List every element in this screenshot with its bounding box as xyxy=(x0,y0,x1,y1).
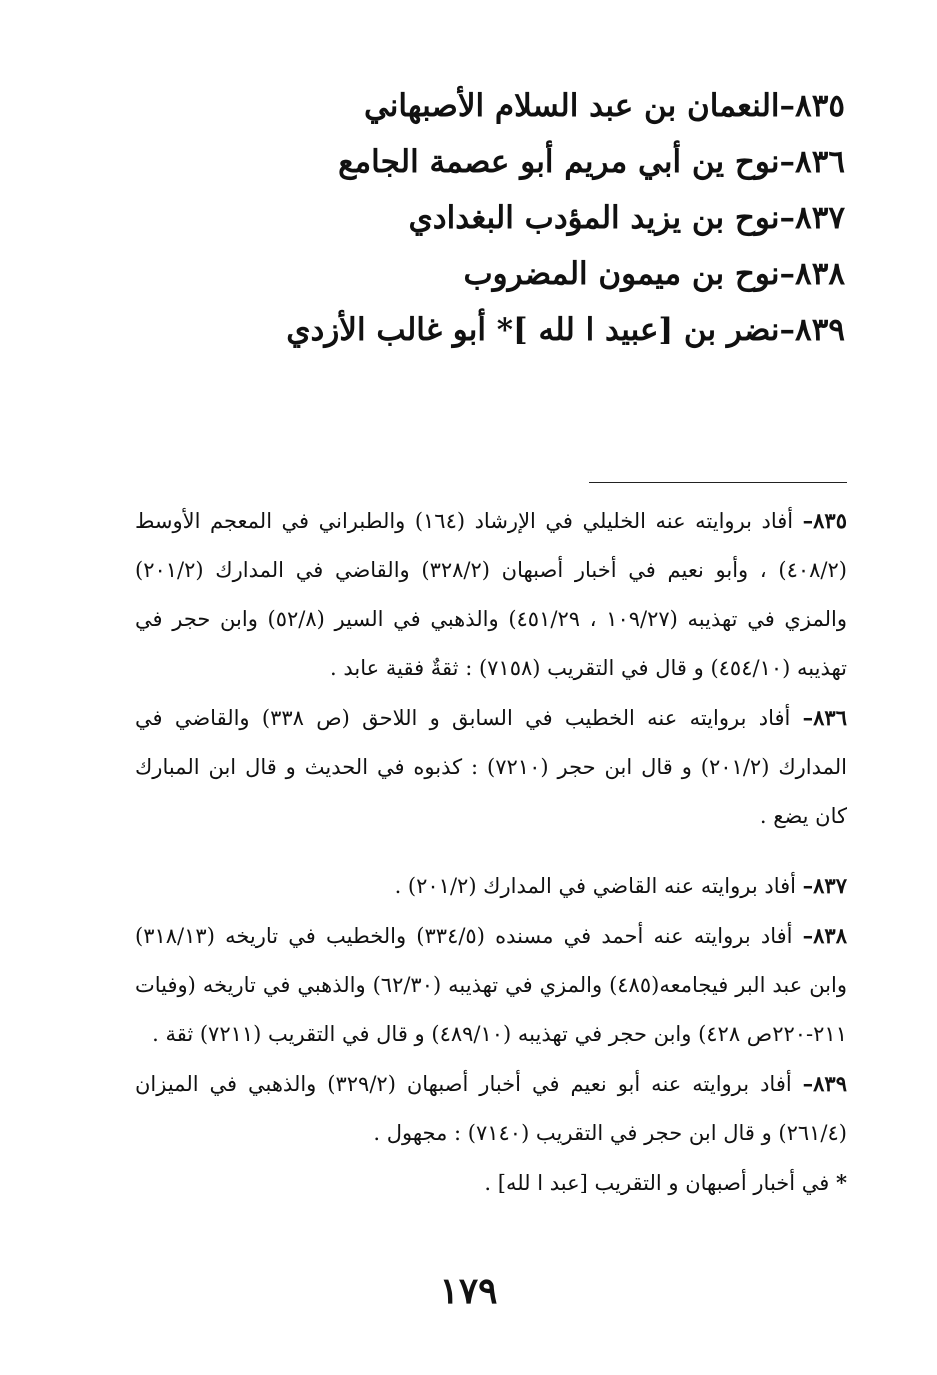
narrator-entry-835: ٨٣٥–النعمان بن عبد السلام الأصبهاني xyxy=(363,88,845,124)
page-number: ١٧٩ xyxy=(439,1270,498,1312)
footnote-number: ٨٣٧– xyxy=(802,873,847,898)
footnote-asterisk xyxy=(135,1158,847,1208)
narrator-entry-837: ٨٣٧–نوح بن يزيد المؤدب البغدادي xyxy=(408,200,845,236)
footnote-number: ٨٣٥– xyxy=(802,508,847,533)
footnote-number: ٨٣٩– xyxy=(802,1071,847,1096)
footnote-838 xyxy=(135,911,847,1059)
narrator-entry-839: ٨٣٩–نضر بن [عبيد ا لله ]* أبو غالب الأزدي xyxy=(286,312,845,348)
footnote-text: أفاد بروايته عنه أبو نعيم في أخبار أصبهان (٣٢٩/٢) والذهبي في الميزان (٢٦١/٤) و قال ابن حجر في التقريب (٧١٤٠) : مجهول . xyxy=(135,1072,847,1145)
footnote-text: أفاد بروايته عنه الخليلي في الإرشاد (١٦٤) والطبراني في المعجم الأوسط (٤٠٨/٢) ، وأبو نعيم في أخبار أصبهان (٣٢٨/٢) والقاضي في المدارك (٢٠١/٢) والمزي في تهذيبه (١٠٩/٢٧ ، ٤٥١/٢٩) والذهبي في السير (٥٢/٨) وابن حجر في تهذيبه (٤٥٤/١٠) و قال في التقريب (٧١٥٨) : ثقةٌ فقية عابد . xyxy=(135,509,847,680)
footnote-number: ٨٣٦– xyxy=(802,705,847,730)
footnote-number: ٨٣٨– xyxy=(802,923,847,948)
footnote-text: في أخبار أصبهان و التقريب [عبد ا لله] . xyxy=(484,1171,837,1195)
footnote-text: أفاد بروايته عنه القاضي في المدارك (٢٠١/٢) . xyxy=(394,874,803,898)
footnote-number: * xyxy=(836,1170,847,1195)
footnote-836 xyxy=(135,693,847,841)
footnote-text: أفاد بروايته عنه الخطيب في السابق و اللاحق (ص ٣٣٨) والقاضي في المدارك (٢٠١/٢) و قال ابن حجر (٧٢١٠) : كذبوه في الحديث و قال ابن المبارك كان يضع . xyxy=(135,706,847,828)
narrator-list xyxy=(145,78,845,358)
footnote-divider xyxy=(589,482,847,483)
narrator-entry-836: ٨٣٦–نوح ين أبي مريم أبو عصمة الجامع xyxy=(338,144,845,180)
footnote-text: أفاد بروايته عنه أحمد في مسنده (٣٣٤/٥) والخطيب في تاريخه (٣١٨/١٣) وابن عبد البر فيجامعه(٤٨٥) والمزي في تهذيبه (٦٢/٣٠) والذهبي في تاريخه (وفيات ٢١١-٢٢٠ص ٤٢٨) وابن حجر في تهذيبه (٤٨٩/١٠) و قال في التقريب (٧٢١١) ثقة . xyxy=(135,924,848,1046)
narrator-entry-838: ٨٣٨–نوح بن ميمون المضروب xyxy=(463,256,845,292)
footnotes xyxy=(135,496,847,1208)
footnote-839 xyxy=(135,1059,847,1158)
footnote-835 xyxy=(135,496,847,693)
footnote-837 xyxy=(135,861,847,911)
